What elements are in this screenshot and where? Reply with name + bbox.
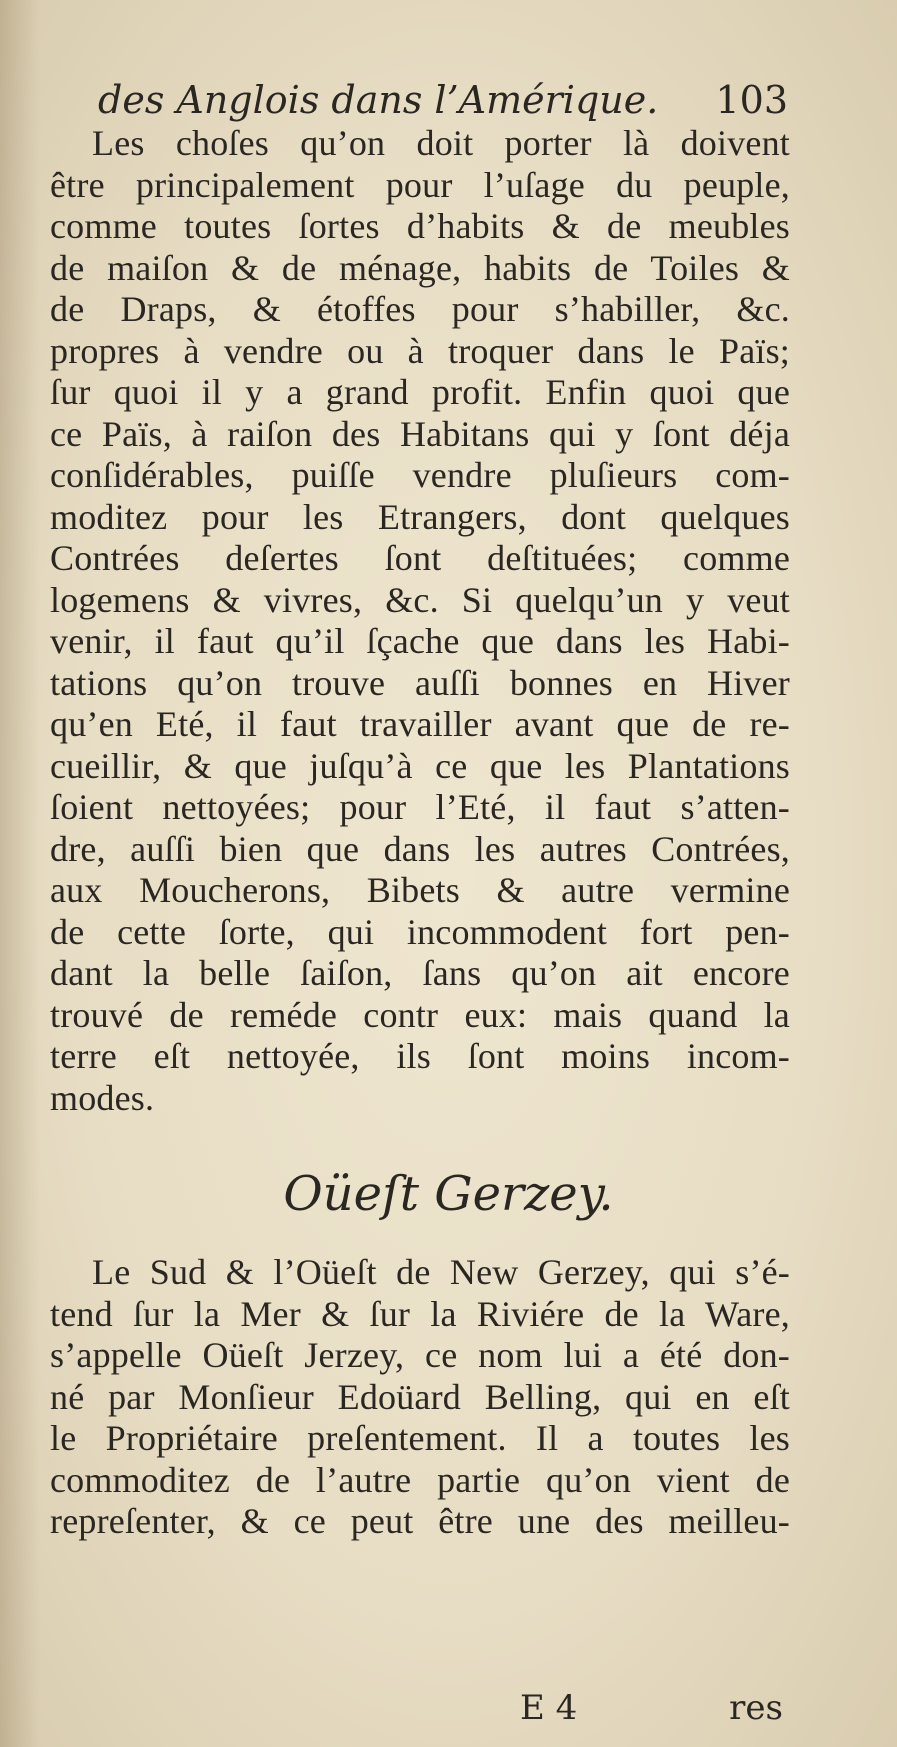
text-line: Les choſes qu’on doit porter là doivent [92,123,790,163]
text-line: être principalement pour l’uſage du peuple, [50,164,790,205]
text-line: Contrées deſertes ſont deſtituées; comme [50,538,790,578]
text-line: moditez pour les Etrangers, dont quelques [50,496,790,537]
text-line: ce Païs, à raiſon des Habitans qui y ſont déja [50,413,790,454]
text-line: conſidérables, puiſſe vendre pluſieurs com- [50,455,790,495]
text-line: Le Sud & l’Oüeſt de New Gerzey, qui s’é- [92,1252,790,1292]
text-line: trouvé de reméde contr eux: mais quand la [50,994,790,1035]
text-line: dant la belle ſaiſon, ſans qu’on ait encore [50,953,790,993]
text-line: de maiſon & de ménage, habits de Toiles & [50,247,790,288]
section-heading: Oüeſt Gerzey. [283,1166,614,1222]
text-line: né par Monſieur Edoüard Belling, qui en eſt [50,1376,790,1417]
text-line: propres à vendre ou à troquer dans le Païs; [50,330,790,371]
text-line: ſur quoi il y a grand profit. Enfin quoi que [50,372,790,412]
text-line: aux Moucherons, Bibets & autre vermine [50,870,790,910]
text-line: ſoient nettoyées; pour l’Eté, il faut s’atten- [50,787,790,827]
text-line: tations qu’on trouve auſſi bonnes en Hiver [50,662,790,703]
text-line: qu’en Eté, il faut travailler avant que de re- [50,704,790,744]
text-line: de Draps, & étoffes pour s’habiller, &c. [50,289,790,329]
text-line: s’appelle Oüeſt Jerzey, ce nom lui a été don- [50,1335,790,1375]
text-line: de cette ſorte, qui incommodent fort pen- [50,911,790,952]
text-line: logemens & vivres, &c. Si quelqu’un y veut [50,579,790,620]
text-line: le Propriétaire preſentement. Il a toutes les [50,1418,790,1458]
text-line: modes. [50,1077,155,1118]
paragraph-2 [50,1252,790,1543]
running-title: des Anglois dans l’Amérique. [98,78,659,122]
text-line: comme toutes ſortes d’habits & de meubles [50,206,790,246]
text-line: commoditez de l’autre partie qu’on vient de [50,1459,790,1500]
text-line: repreſenter, & ce peut être une des meilleu- [50,1501,790,1541]
text-line: terre eſt nettoyée, ils ſont moins incom- [50,1036,790,1076]
text-line: venir, il faut qu’il ſçache que dans les Habi- [50,621,790,661]
signature-mark: E 4 [520,1688,578,1728]
running-header [98,78,788,122]
text-line: dre, auſſi bien que dans les autres Contrées, [50,828,790,869]
text-line: cueillir, & que juſqu’à ce que les Plantations [50,745,790,786]
page-number: 103 [715,78,788,122]
paragraph-1 [50,123,790,1119]
catchword: res [729,1688,783,1728]
text-line: tend ſur la Mer & ſur la Riviére de la Ware, [50,1293,790,1334]
